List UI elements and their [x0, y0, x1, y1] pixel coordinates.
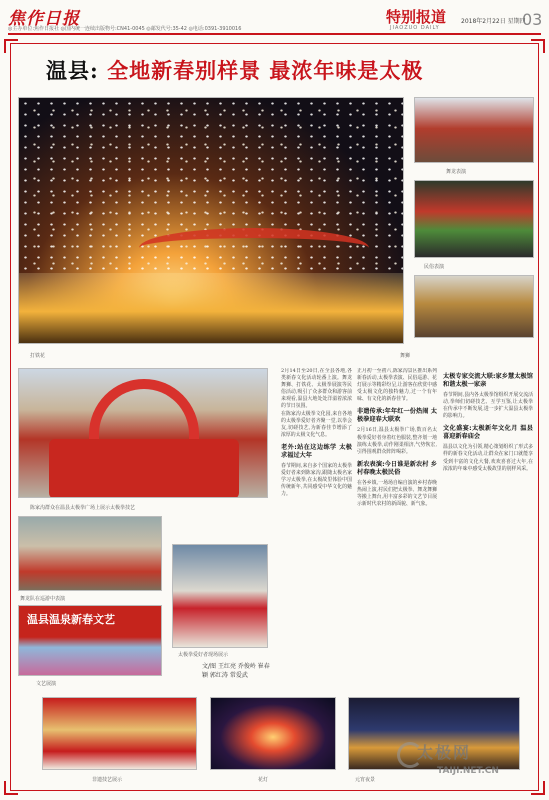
article-subheading: 非遗传承:年年红一份热闹 太极拳迎春大联欢	[357, 408, 437, 424]
photo-lanterns	[210, 697, 336, 770]
photo-folk-performance	[414, 180, 534, 258]
headline-text: 全地新春别样景 最浓年味是太极	[107, 58, 424, 83]
newspaper-logo: 焦作日报	[8, 9, 80, 29]
masthead-rule	[8, 33, 541, 35]
article-paragraph: 春节期间,来自多个国家的太极拳爱好者来到陈家沟,跟随太极名家学习太极拳,在太极故里体验中国传统新年,共同感受中华文化的魅力。	[281, 462, 352, 498]
issue-date: 2018年2月22日 星期四	[461, 18, 526, 25]
photo-credits	[202, 662, 274, 680]
photo-caption: 民俗表演	[424, 264, 445, 270]
spark-ground-glow	[19, 273, 403, 343]
photo-lion-dance	[414, 275, 534, 338]
photo-caption: 文艺展演	[36, 681, 57, 687]
dragon-silhouette	[139, 228, 369, 268]
credits-label: 文/图	[202, 663, 217, 670]
article-column	[443, 368, 533, 690]
photo-caption: 舞龙表演	[446, 169, 467, 175]
article-paragraph: 正月初一至初六,陈家沟景区推出系列新春活动,太极拳表演、民俗巡游、花灯展示等精彩纷呈,让游客在欣赏中感受太极文化的独特魅力,过一个有年味、有文化的新春佳节。	[357, 368, 437, 403]
frame-corner-ornament	[4, 39, 18, 53]
article-paragraph: 在各乡镇,一场场自编自演的乡村春晚热闹上演,村民们把太极拳、舞龙舞狮等搬上舞台,用丰富多彩的文艺节目展示新时代农村的新面貌、新气象。	[357, 479, 437, 508]
photo-caption: 非遗技艺展示	[92, 777, 123, 783]
masthead	[8, 4, 541, 34]
site-watermark	[397, 736, 542, 786]
inflatable-arch	[89, 379, 199, 439]
credits-names: 王红亮 乔俊岭 崔春颖 郭红涛 常爱武	[202, 663, 270, 679]
photo-stage-dance	[18, 605, 162, 676]
stage-banner: 温县温泉新春文艺	[27, 613, 115, 626]
photo-caption: 舞龙队在巡游中表演	[20, 596, 66, 602]
photo-caption: 元宵夜景	[355, 777, 376, 783]
headline-place: 温县:	[46, 58, 99, 83]
photo-taiji-performer	[172, 544, 268, 648]
photo-dragon-dance	[414, 97, 534, 163]
article-subheading: 太极专家交流大联:家乡慧太极馆 和谐太极一家亲	[443, 373, 533, 388]
photo-caption: 舞狮	[400, 353, 411, 359]
photo-heritage-show	[42, 697, 197, 770]
watermark-text: 太极网	[417, 743, 472, 762]
article-subheading: 文化盛宴:太极新年文化月 温县喜迎新春庙会	[443, 425, 533, 441]
section-title: 特别报道	[386, 8, 447, 26]
page-headline	[46, 55, 516, 87]
red-stage	[49, 439, 239, 498]
frame-corner-ornament	[531, 39, 545, 53]
article-paragraph: 春节期间,县内各太极拳馆组织开展交流活动,拳师们切磋技艺、互学互鉴,让太极拳在传承中不断发展,进一步扩大温县太极拳的影响力。	[443, 392, 533, 420]
photo-caption: 太极拳爱好者现场展示	[178, 652, 229, 658]
article-paragraph: 2月16日,温县太极拳广场,数百名太极拳爱好者身着红色服装,整齐划一地演练太极拳,动作刚柔相济,气势恢宏,引得围观群众阵阵喝彩。	[357, 427, 437, 455]
article-column	[281, 368, 352, 690]
article-subheading: 新农表演:今日谁是新农村 乡村春晚太极民俗	[357, 460, 437, 476]
article-paragraph: 温县以文化为引领,精心策划组织了形式多样的新春文化活动,让群众在家门口就能享受到丰富的文化大餐,欢欢喜喜过大年,在浓浓的年味中感受太极故里的别样风采。	[443, 444, 533, 472]
article-subheading: 老外:站在这边练学 太极求福过大年	[281, 443, 352, 459]
masthead-info-line: ◎主办单位:焦作日报社 ◎国内统一连续出版物号:CN41-0045 ◎邮发代号:35-42 ◎电话:0391-3910016	[8, 26, 242, 32]
photo-taiji-square	[18, 368, 268, 498]
photo-iron-fireworks	[18, 97, 404, 344]
frame-corner-ornament	[4, 781, 18, 795]
article-paragraph: 2月14日至20日,在全县各地,各类新春文化活动轮番上演。舞龙舞狮、打铁花、太极拳展演等民俗活动,吸引了众多群众和游客前来观看,温县大地处处洋溢着浓浓的节日氛围。	[281, 368, 352, 410]
watermark-url: TAIJI.NET.CN	[437, 766, 499, 776]
photo-caption: 花灯	[258, 777, 269, 783]
page-number: 03	[522, 10, 543, 29]
photo-caption: 打铁花	[30, 353, 46, 359]
article-paragraph: 在陈家沟太极拳文化园,来自各地的太极拳爱好者齐聚一堂,以拳会友,切磋技艺,为新春佳节增添了浓厚的太极文化气息。	[281, 410, 352, 438]
photo-caption: 陈家沟群众在温县太极拳广场上展示太极拳技艺	[30, 505, 136, 511]
photo-dragon-parade	[18, 516, 162, 591]
section-subtitle: JIAOZUO DAILY	[390, 25, 440, 31]
article-column	[357, 368, 437, 690]
